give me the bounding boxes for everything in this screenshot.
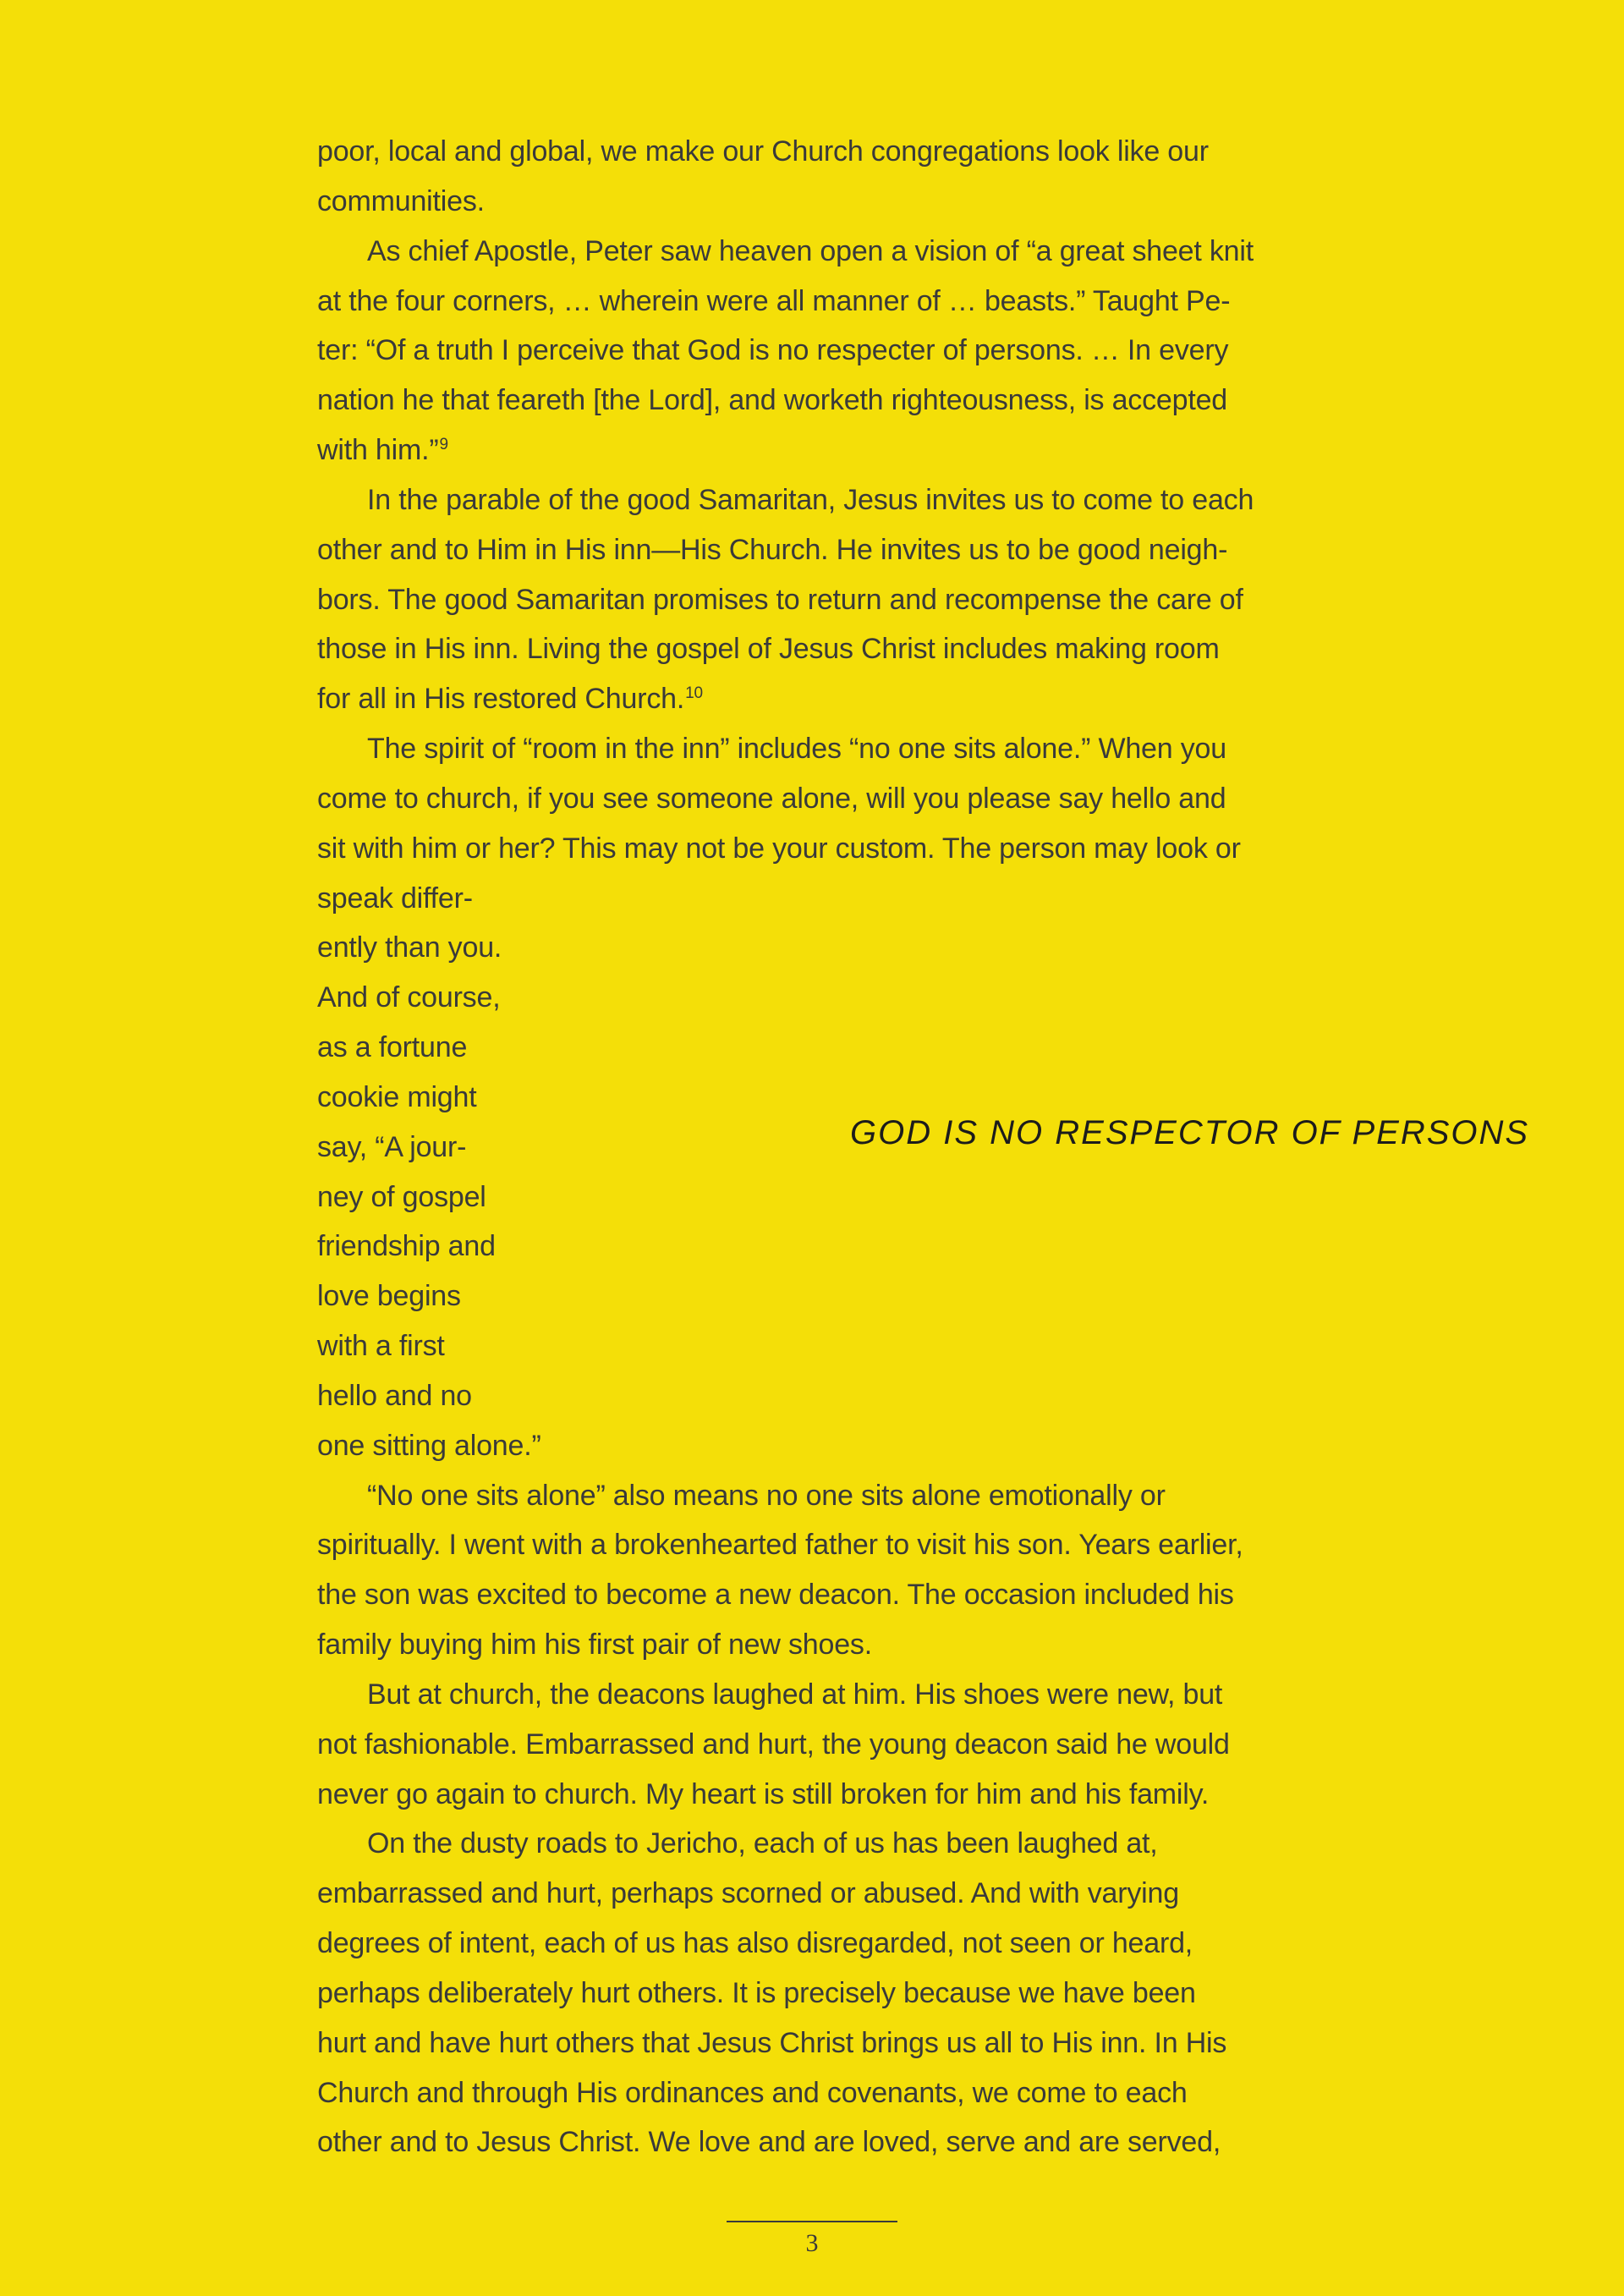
body-line: come to church, if you see someone alone, will you please say hello and xyxy=(317,783,1226,815)
body-line xyxy=(317,433,448,467)
body-line: Church and through His ordinances and covenants, we come to each xyxy=(317,2077,1188,2109)
body-line: And of course, xyxy=(317,981,501,1013)
body-line: family buying him his first pair of new shoes. xyxy=(317,1629,872,1661)
body-line: as a fortune xyxy=(317,1031,468,1063)
body-line xyxy=(317,682,703,716)
footnote-marker: 9 xyxy=(439,436,448,453)
body-line: those in His inn. Living the gospel of Jesus Christ includes making room xyxy=(317,633,1220,665)
footnote-marker: 10 xyxy=(685,684,703,702)
body-line: But at church, the deacons laughed at him. His shoes were new, but xyxy=(367,1678,1223,1711)
body-line: As chief Apostle, Peter saw heaven open a vision of “a great sheet knit xyxy=(367,235,1254,267)
body-line: one sitting alone.” xyxy=(317,1430,541,1462)
body-line: perhaps deliberately hurt others. It is precisely because we have been xyxy=(317,1977,1196,2009)
body-line: communities. xyxy=(317,185,485,217)
body-line: never go again to church. My heart is still broken for him and his family. xyxy=(317,1778,1210,1810)
body-line: at the four corners, … wherein were all manner of … beasts.” Taught Pe- xyxy=(317,285,1231,317)
body-line: In the parable of the good Samaritan, Jesus invites us to come to each xyxy=(367,484,1254,516)
footer-rule xyxy=(727,2221,897,2222)
body-line: other and to Jesus Christ. We love and are loved, serve and are served, xyxy=(317,2126,1221,2158)
body-line: nation he that feareth [the Lord], and worketh righteousness, is accepted xyxy=(317,384,1227,416)
body-line: hurt and have hurt others that Jesus Christ brings us all to His inn. In His xyxy=(317,2027,1227,2059)
body-line: love begins xyxy=(317,1280,461,1312)
body-line: not fashionable. Embarrassed and hurt, the young deacon said he would xyxy=(317,1728,1230,1760)
body-line: other and to Him in His inn—His Church. He invites us to be good neigh- xyxy=(317,534,1228,566)
body-line: hello and no xyxy=(317,1380,472,1412)
body-line-text: with him.” xyxy=(317,434,439,466)
body-line: bors. The good Samaritan promises to return and recompense the care of xyxy=(317,584,1243,616)
body-line: ney of gospel xyxy=(317,1181,486,1213)
body-line: degrees of intent, each of us has also disregarded, not seen or heard, xyxy=(317,1927,1193,1959)
body-line: “No one sits alone” also means no one sits alone emotionally or xyxy=(367,1480,1166,1512)
body-line-text: for all in His restored Church. xyxy=(317,683,685,715)
body-line: embarrassed and hurt, perhaps scorned or abused. And with varying xyxy=(317,1877,1179,1909)
pull-quote: GOD IS NO RESPECTOR OF PERSONS xyxy=(850,1114,1530,1151)
body-line: friendship and xyxy=(317,1230,496,1262)
body-line: ently than you. xyxy=(317,931,502,964)
body-line: sit with him or her? This may not be your custom. The person may look or xyxy=(317,832,1241,865)
body-line: speak differ- xyxy=(317,882,473,915)
body-line: cookie might xyxy=(317,1081,477,1113)
body-line: poor, local and global, we make our Church congregations look like our xyxy=(317,135,1209,168)
body-line: ter: “Of a truth I perceive that God is no respecter of persons. … In every xyxy=(317,334,1229,366)
body-line: with a first xyxy=(317,1330,445,1362)
body-line: On the dusty roads to Jericho, each of us has been laughed at, xyxy=(367,1827,1158,1859)
body-line: The spirit of “room in the inn” includes “no one sits alone.” When you xyxy=(367,733,1226,765)
body-line: spiritually. I went with a brokenhearted father to visit his son. Years earlier, xyxy=(317,1529,1243,1561)
page-number: 3 xyxy=(805,2229,819,2257)
body-line: say, “A jour- xyxy=(317,1131,467,1163)
body-line: the son was excited to become a new deacon. The occasion included his xyxy=(317,1579,1234,1611)
